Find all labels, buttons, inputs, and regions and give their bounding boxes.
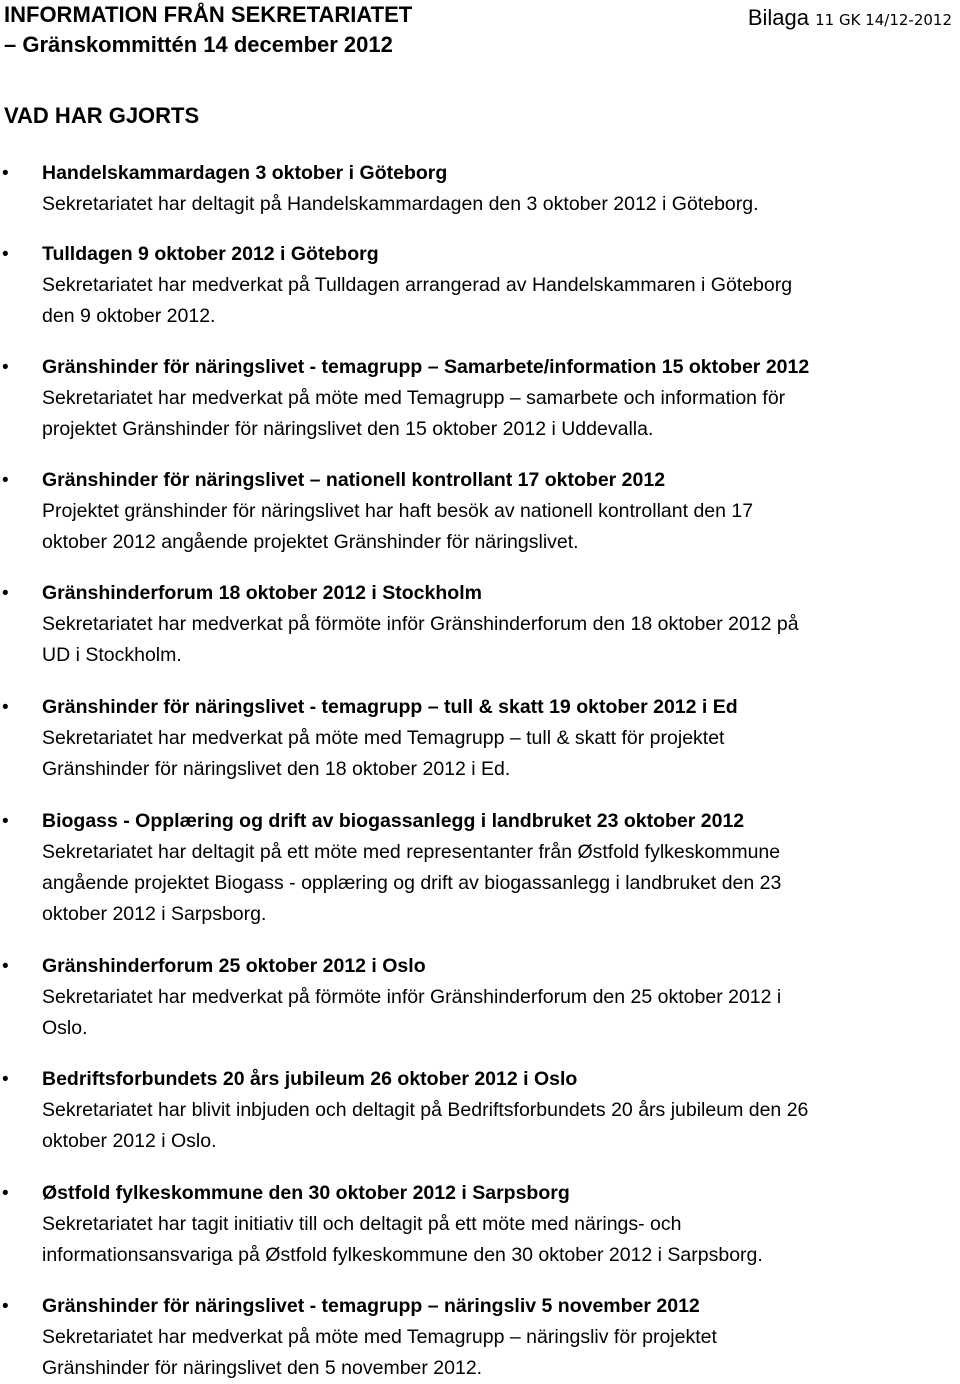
attachment-number: 11 GK 14/12-2012 [815, 11, 952, 29]
bullet-icon: • [2, 1069, 9, 1090]
item-description: Projektet gränshinder för näringslivet har haft besök av nationell kontrollant den 17 oktober 2012 angående projektet Gränshinder för näringslivet. [42, 500, 754, 553]
item-description: Sekretariatet har medverkat på förmöte inför Gränshinderforum den 18 oktober 2012 på UD i Stockholm. [42, 613, 799, 666]
item-description: Sekretariatet har medverkat på möte med Temagrupp – näringsliv för projektet Gränshinder för näringslivet den 5 november 2012. [42, 1326, 717, 1379]
item-description: Sekretariatet har medverkat på Tulldagen arrangerad av Handelskammaren i Göteborg den 9 oktober 2012. [42, 274, 793, 327]
bullet-icon: • [2, 697, 9, 718]
item-description: Sekretariatet har deltagit på Handelskammardagen den 3 oktober 2012 i Göteborg. [42, 193, 759, 215]
attachment-label: Bilaga [747, 5, 809, 30]
item-description: Sekretariatet har medverkat på förmöte inför Gränshinderforum den 25 oktober 2012 i Oslo. [42, 986, 782, 1039]
item-title: Tulldagen 9 oktober 2012 i Göteborg [42, 243, 379, 265]
section-heading: VAD HAR GJORTS [4, 103, 200, 128]
item-description: Sekretariatet har blivit inbjuden och deltagit på Bedriftsforbundets 20 års jubileum den 26 oktober 2012 i Oslo. [42, 1099, 809, 1152]
item-title: Gränshinderforum 18 oktober 2012 i Stockholm [42, 582, 482, 604]
item-description: Sekretariatet har medverkat på möte med Temagrupp – tull & skatt för projektet Gränshinder för näringslivet den 18 oktober 2012 i Ed. [42, 727, 725, 780]
bullet-icon: • [2, 1183, 9, 1204]
item-description: Sekretariatet har medverkat på möte med Temagrupp – samarbete och information för projektet Gränshinder för näringslivet den 15 oktober 2012 i Uddevalla. [42, 387, 786, 440]
item-title: Biogass - Opplæring og drift av biogassanlegg i landbruket 23 oktober 2012 [42, 810, 745, 832]
bullet-icon: • [2, 1296, 9, 1317]
bullet-icon: • [2, 956, 9, 977]
document-subtitle: – Gränskommittén 14 december 2012 [4, 32, 393, 57]
item-title: Gränshinder för näringslivet – nationell kontrollant 17 oktober 2012 [42, 469, 666, 491]
bullet-icon: • [2, 244, 9, 265]
attachment-reference [748, 3, 952, 35]
item-description: Sekretariatet har deltagit på ett möte med representanter från Østfold fylkeskommune angående projektet Biogass - opplæring og drift av biogassanlegg i landbruket den 23 oktober 2012 i Sarpsborg. [42, 841, 782, 925]
item-title: Handelskammardagen 3 oktober i Göteborg [42, 162, 448, 184]
item-title: Gränshinder för näringslivet - temagrupp – tull & skatt 19 oktober 2012 i Ed [42, 696, 738, 718]
item-title: Østfold fylkeskommune den 30 oktober 2012 i Sarpsborg [42, 1182, 570, 1204]
bullet-icon: • [2, 583, 9, 604]
document-title: INFORMATION FRÅN SEKRETARIATET [4, 2, 413, 27]
item-title: Bedriftsforbundets 20 års jubileum 26 oktober 2012 i Oslo [42, 1068, 578, 1090]
item-title: Gränshinder för näringslivet - temagrupp – näringsliv 5 november 2012 [42, 1295, 700, 1317]
bullet-icon: • [2, 470, 9, 491]
bullet-icon: • [2, 357, 9, 378]
item-title: Gränshinder för näringslivet - temagrupp – Samarbete/information 15 oktober 2012 [42, 356, 810, 378]
bullet-icon: • [2, 811, 9, 832]
bullet-icon: • [2, 163, 9, 184]
item-title: Gränshinderforum 25 oktober 2012 i Oslo [42, 955, 426, 977]
document-header [4, 0, 412, 60]
item-description: Sekretariatet har tagit initiativ till och deltagit på ett möte med närings- och informationsansvariga på Østfold fylkeskommune den 30 oktober 2012 i Sarpsborg. [42, 1213, 763, 1266]
